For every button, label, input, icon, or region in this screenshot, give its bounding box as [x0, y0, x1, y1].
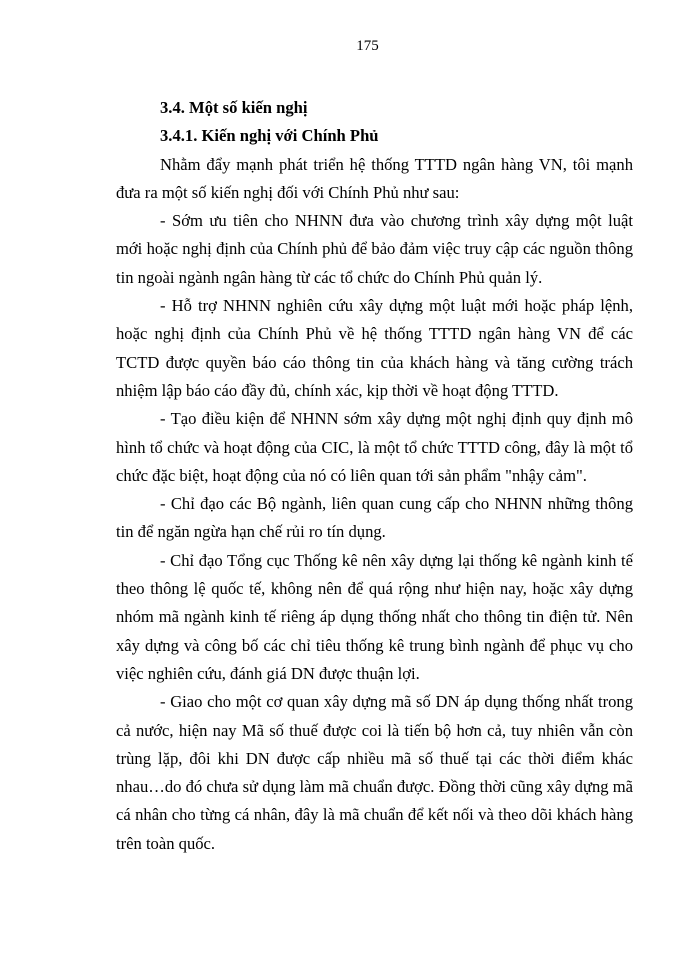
recommendation-item: - Giao cho một cơ quan xây dựng mã số DN áp dụng thống nhất trong cả nước, hiện nay Mã số thuế được coi là tiến bộ hơn cả, tuy nhiên vẫn còn trùng lặp, đôi khi DN được cấp nhiều mã số thuế tại các thời điểm khác nhau…do đó chưa sử dụng làm mã chuẩn được. Đồng thời cũng xây dựng mã cá nhân cho từng cá nhân, đây là mã chuẩn để kết nối và theo dõi khách hàng trên toàn quốc.	[116, 692, 633, 853]
recommendation-item: - Chỉ đạo Tổng cục Thống kê nên xây dựng lại thống kê ngành kinh tế theo thông lệ quốc tế, không nên để quá rộng như hiện nay, hoặc xây dựng nhóm mã ngành kinh tế riêng áp dụng thống nhất cho thông tin điện tử. Nên xây dựng và công bố các chỉ tiêu thống kê trung bình ngành để phục vụ cho việc nghiên cứu, đánh giá DN được thuận lợi.	[116, 550, 633, 683]
intro-paragraph: Nhằm đẩy mạnh phát triển hệ thống TTTD ngân hàng VN, tôi mạnh đưa ra một số kiến nghị đối với Chính Phủ như sau:	[116, 154, 633, 202]
recommendation-item: - Sớm ưu tiên cho NHNN đưa vào chương trình xây dựng một luật mới hoặc nghị định của Chính phủ để bảo đảm việc truy cập các nguồn thông tin ngoài ngành ngân hàng từ các tổ chức do Chính Phủ quản lý.	[116, 211, 633, 287]
subsection-heading: 3.4.1. Kiến nghị với Chính Phủ	[160, 126, 379, 146]
section-heading: 3.4. Một số kiến nghị	[160, 98, 308, 117]
page-number: 175	[356, 38, 379, 54]
recommendation-item: - Hỗ trợ NHNN nghiên cứu xây dựng một luật mới hoặc pháp lệnh, hoặc nghị định của Chính Phủ về hệ thống TTTD ngân hàng VN để các TCTD được quyền báo cáo thông tin của khách hàng và tăng cường trách nhiệm lập báo cáo đầy đủ, chính xác, kịp thời về hoạt động TTTD.	[116, 296, 633, 400]
document-body	[116, 94, 633, 858]
recommendation-item: - Chỉ đạo các Bộ ngành, liên quan cung cấp cho NHNN những thông tin để ngăn ngừa hạn chế rủi ro tín dụng.	[116, 494, 633, 542]
recommendation-item: - Tạo điều kiện để NHNN sớm xây dựng một nghị định quy định mô hình tổ chức và hoạt động của CIC, là một tổ chức TTTD công, đây là một tổ chức đặc biệt, hoạt động của nó có liên quan tới sản phẩm "nhậy cảm".	[116, 409, 633, 485]
